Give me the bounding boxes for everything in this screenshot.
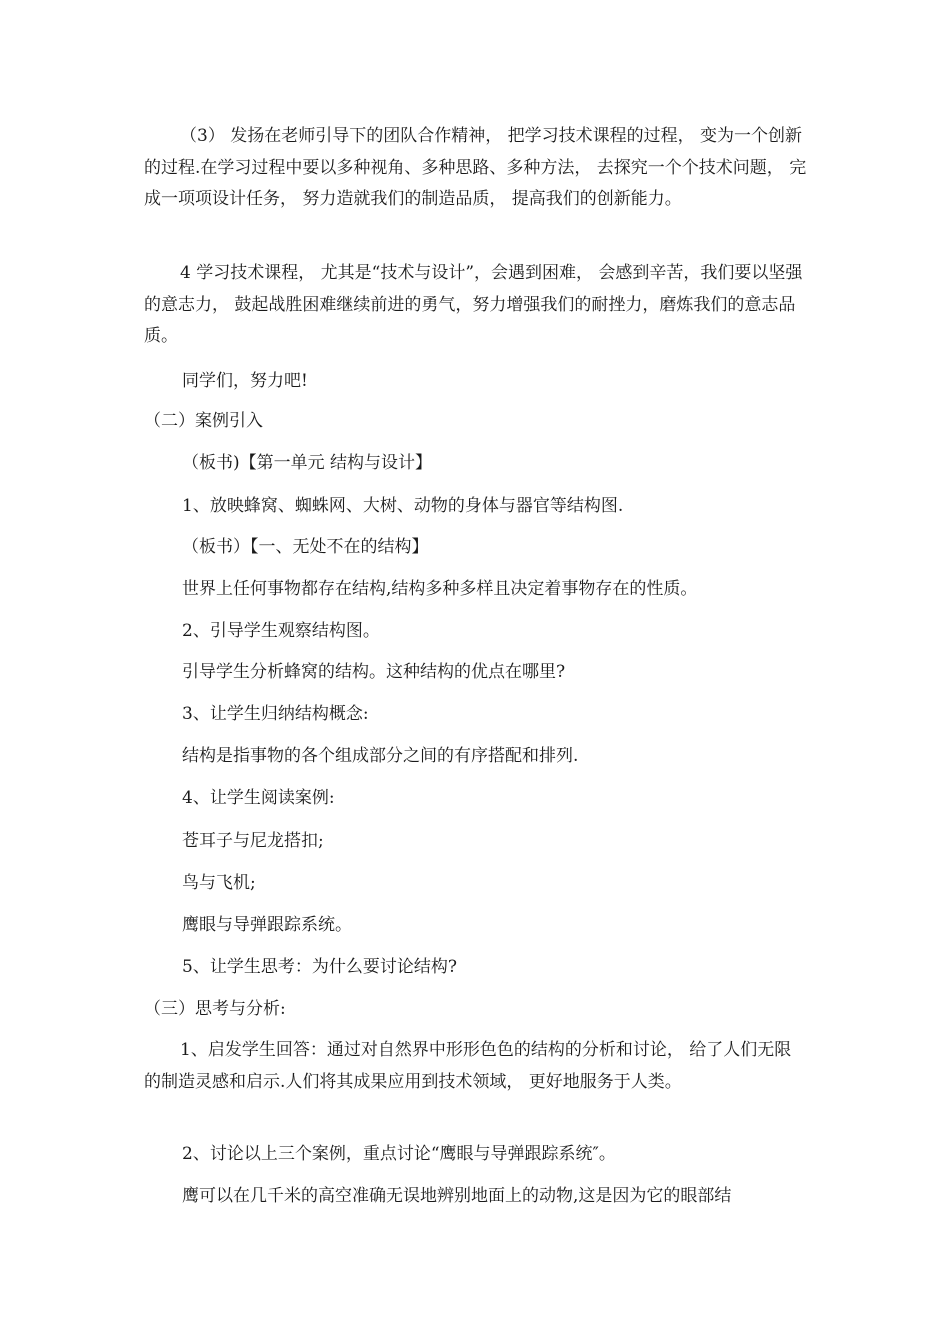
case-1: 苍耳子与尼龙搭扣;: [182, 831, 324, 851]
analyze-line: 引导学生分析蜂窝的结构。这种结构的优点在哪里?: [182, 662, 566, 682]
board-note-2: （板书）【一、无处不在的结构】: [182, 537, 429, 557]
cheer-line: 同学们，努力吧!: [182, 371, 308, 391]
list-item-2: 2、引导学生观察结构图。: [182, 621, 380, 641]
answer-1: 1、启发学生回答：通过对自然界中形形色色的结构的分析和讨论， 给了人们无限的制造灵感和启示.人们将其成果应用到技术领域， 更好地服务于人类。: [144, 1040, 792, 1092]
paragraph-3: （3） 发扬在老师引导下的团队合作精神， 把学习技术课程的过程， 变为一个创新的过程.在学习过程中要以多种视角、多种思路、多种方法， 去探究一个个技术问题， 完成一项项设计任务， 努力造就我们的制造品质， 提高我们的创新能力。: [144, 126, 807, 209]
eagle-line: 鹰可以在几千米的高空准确无误地辨别地面上的动物,这是因为它的眼部结: [182, 1186, 732, 1206]
definition-line: 结构是指事物的各个组成部分之间的有序搭配和排列.: [182, 746, 579, 766]
list-item-5: 5、让学生思考：为什么要讨论结构?: [182, 957, 457, 977]
list-item-3: 3、让学生归纳结构概念:: [182, 704, 369, 724]
paragraph-4: 4 学习技术课程， 尤其是“技术与设计”，会遇到困难， 会感到辛苦，我们要以坚强的意志力， 鼓起战胜困难继续前进的勇气，努力增强我们的耐挫力，磨炼我们的意志品质。: [144, 263, 803, 346]
case-2: 鸟与飞机;: [182, 873, 256, 893]
board-note-1: （板书)【第一单元 结构与设计】: [182, 453, 433, 473]
list-item-1: 1、放映蜂窝、蜘蛛网、大树、动物的身体与器官等结构图.: [182, 496, 624, 516]
section-heading-2: （二）案例引入: [144, 411, 263, 431]
world-statement: 世界上任何事物都存在结构,结构多种多样且决定着事物存在的性质。: [182, 579, 698, 599]
list-item-4: 4、让学生阅读案例:: [182, 788, 335, 808]
case-3: 鹰眼与导弹跟踪系统。: [182, 915, 352, 935]
answer-2: 2、讨论以上三个案例，重点讨论“鹰眼与导弹跟踪系统″。: [182, 1144, 616, 1164]
section-heading-3: （三）思考与分析:: [144, 999, 286, 1019]
